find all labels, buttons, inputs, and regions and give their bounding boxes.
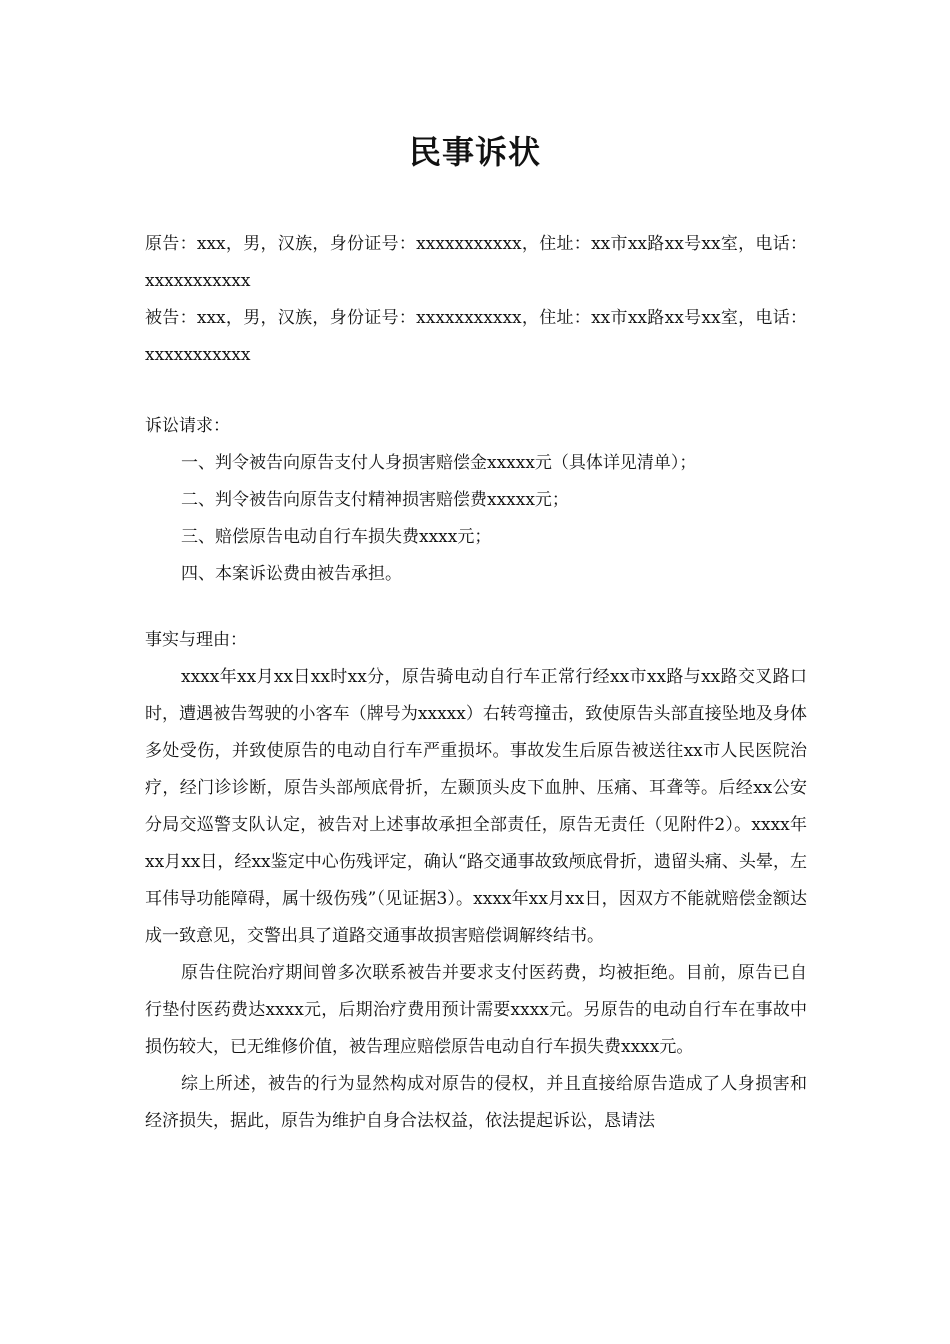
claim-item: 三、赔偿原告电动自行车损失费xxxx元；: [181, 527, 492, 547]
parties-section: [145, 226, 807, 374]
facts-paragraph: 综上所述，被告的行为显然构成对原告的侵权，并且直接给原告造成了人身损害和经济损失，据此，原告为维护自身合法权益，依法提起诉讼，恳请法: [145, 1074, 807, 1131]
claim-item: 一、判令被告向原告支付人身损害赔偿金xxxxx元（具体详见清单）；: [181, 453, 697, 473]
facts-heading: 事实与理由：: [145, 630, 247, 650]
claim-item: 四、本案诉讼费由被告承担。: [181, 564, 402, 584]
facts-section: [145, 622, 807, 1140]
plaintiff-info: 原告：xxx，男，汉族，身份证号：xxxxxxxxxxx，住址：xx市xx路xx号xx室，电话：xxxxxxxxxxx: [145, 234, 807, 291]
defendant-info: 被告：xxx，男，汉族，身份证号：xxxxxxxxxxx，住址：xx市xx路xx号xx室，电话：xxxxxxxxxxx: [145, 308, 807, 365]
claims-section: [145, 408, 807, 593]
document-title: 民事诉状: [408, 133, 541, 171]
claim-item: 二、判令被告向原告支付精神损害赔偿费xxxxx元；: [181, 490, 569, 510]
claims-heading: 诉讼请求：: [145, 416, 230, 436]
facts-paragraph: 原告住院治疗期间曾多次联系被告并要求支付医药费，均被拒绝。目前，原告已自行垫付医药费达xxxx元，后期治疗费用预计需要xxxx元。另原告的电动自行车在事故中损伤较大，已无维修价值，被告理应赔偿原告电动自行车损失费xxxx元。: [145, 963, 807, 1057]
facts-paragraph: xxxx年xx月xx日xx时xx分，原告骑电动自行车正常行经xx市xx路与xx路交叉路口时，遭遇被告驾驶的小客车（牌号为xxxxx）右转弯撞击，致使原告头部直接坠地及身体多处受伤，并致使原告的电动自行车严重损坏。事故发生后原告被送往xx市人民医院治疗，经门诊诊断，原告头部颅底骨折，左颞顶头皮下血肿、压痛、耳聋等。后经xx公安分局交巡警支队认定，被告对上述事故承担全部责任，原告无责任（见附件2）。xxxx年xx月xx日，经xx鉴定中心伤残评定，确认“路交通事故致颅底骨折，遗留头痛、头晕，左耳伟导功能障碍，属十级伤残”（见证据3）。xxxx年xx月xx日，因双方不能就赔偿金额达成一致意见，交警出具了道路交通事故损害赔偿调解终结书。: [145, 667, 807, 946]
